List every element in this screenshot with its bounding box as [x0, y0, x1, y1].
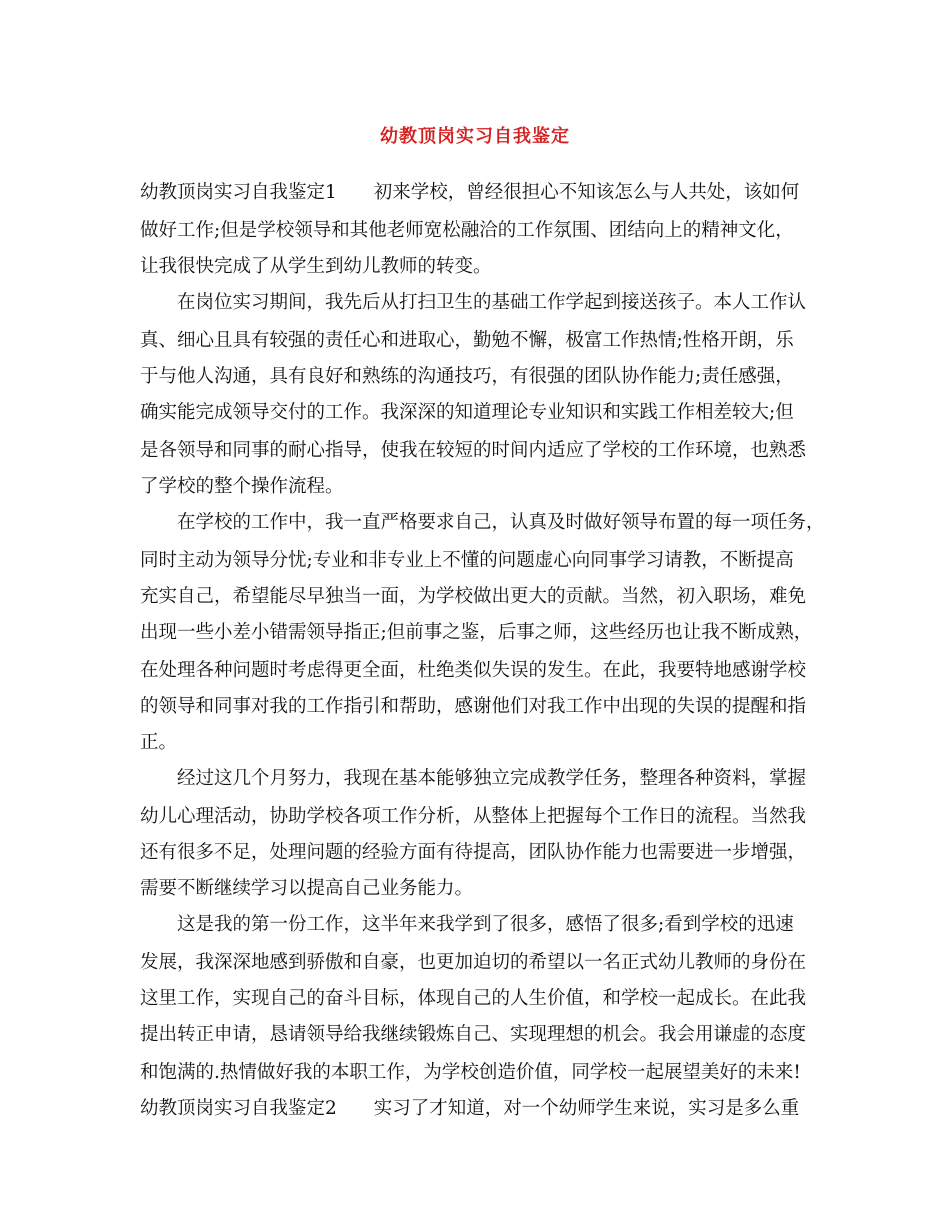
text-line: 这里工作，实现自己的奋斗目标，体现自己的人生价值，和学校一起成长。在此我: [140, 988, 807, 1009]
text-line: 充实自己，希望能尽早独当一面，为学校做出更大的贡献。当然，初入职场，难免: [140, 586, 807, 607]
text-line: 幼教顶岗实习自我鉴定2 实习了才知道，对一个幼师学生来说，实习是多么重: [140, 1098, 800, 1119]
text-line: 出现一些小差小错需领导指正;但前事之鉴，后事之师，这些经历也让我不断成熟，: [140, 622, 813, 643]
text-line: 幼教顶岗实习自我鉴定1 初来学校，曾经很担心不知该怎么与人共处，该如何: [140, 182, 800, 203]
text-line: 经过这几个月努力，我现在基本能够独立完成教学任务，整理各种资料，掌握: [140, 768, 807, 789]
text-line: 还有很多不足，处理问题的经验方面有待提高，团队协作能力也需要进一步增强，: [140, 842, 807, 863]
text-line: 提出转正申请，恳请领导给我继续锻炼自己、实现理想的机会。我会用谦虚的态度: [140, 1024, 807, 1045]
text-line: 发展，我深深地感到骄傲和自豪，也更加迫切的希望以一名正式幼儿教师的身份在: [140, 952, 807, 973]
text-line: 需要不断继续学习以提高自己业务能力。: [140, 878, 474, 899]
text-line: 让我很快完成了从学生到幼儿教师的转变。: [140, 256, 492, 277]
text-line: 是各领导和同事的耐心指导，使我在较短的时间内适应了学校的工作环境，也熟悉: [140, 440, 807, 461]
text-line: 真、细心且具有较强的责任心和进取心，勤勉不懈，极富工作热情;性格开朗，乐: [140, 330, 794, 351]
text-line: 做好工作;但是学校领导和其他老师宽松融洽的工作氛围、团结向上的精神文化，: [140, 220, 794, 241]
text-line: 在处理各种问题时考虑得更全面，杜绝类似失误的发生。在此，我要特地感谢学校: [140, 660, 807, 681]
text-line: 正。: [140, 732, 178, 753]
text-line: 的领导和同事对我的工作指引和帮助，感谢他们对我工作中出现的失误的提醒和指: [140, 696, 807, 717]
text-line: 同时主动为领导分忧;专业和非专业上不懂的问题虚心向同事学习请教，不断提高: [140, 550, 794, 571]
text-line: 在学校的工作中，我一直严格要求自己，认真及时做好领导布置的每一项任务，: [140, 512, 825, 533]
text-line: 和饱满的.热情做好我的本职工作，为学校创造价值，同学校一起展望美好的未来!: [140, 1062, 801, 1083]
page-title: 幼教顶岗实习自我鉴定: [380, 126, 570, 147]
text-line: 这是我的第一份工作，这半年来我学到了很多，感悟了很多;看到学校的迅速: [140, 914, 794, 935]
text-line: 在岗位实习期间，我先后从打扫卫生的基础工作学起到接送孩子。本人工作认: [140, 292, 807, 313]
text-line: 于与他人沟通，具有良好和熟练的沟通技巧，有很强的团队协作能力;责任感强，: [140, 366, 794, 387]
text-line: 幼儿心理活动，协助学校各项工作分析，从整体上把握每个工作日的流程。当然我: [140, 806, 807, 827]
text-line: 确实能完成领导交付的工作。我深深的知道理论专业知识和实践工作相差较大;但: [140, 402, 794, 423]
text-line: 了学校的整个操作流程。: [140, 476, 344, 497]
